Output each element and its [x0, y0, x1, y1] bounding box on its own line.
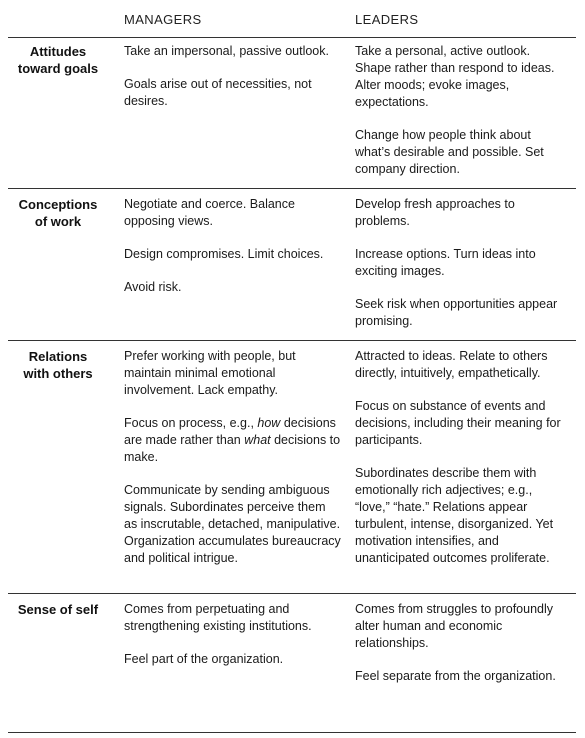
cell-paragraph: Feel part of the organization.: [124, 652, 284, 666]
cell-paragraph: Attracted to ideas. Relate to others directly, intuitively, empathetically.: [355, 349, 548, 380]
row-label-relations: [8, 348, 108, 382]
cell-paragraph: Avoid risk.: [124, 280, 182, 294]
row-label-line: Conceptions: [18, 197, 98, 212]
cell-paragraph: Take an impersonal, passive outlook.: [124, 44, 329, 58]
column-header-leaders: LEADERS: [355, 12, 419, 27]
cell-paragraph: Comes from struggles to profoundly alter human and economic relationships.: [355, 602, 554, 650]
managers-cell-conceptions: [124, 196, 342, 296]
cell-paragraph: Communicate by sending ambiguous signals. Subordinates perceive them as inscrutable, detached, manipulative. Organization accumulates bureaucracy and political intrigue.: [124, 483, 341, 565]
row-label-conceptions: [8, 196, 108, 230]
cell-paragraph: Seek risk when opportunities appear promising.: [355, 297, 558, 328]
cell-paragraph: Focus on substance of events and decisions, including their meaning for participants.: [355, 399, 561, 447]
leaders-cell-conceptions: [355, 196, 567, 330]
cell-paragraph: Increase options. Turn ideas into exciting images.: [355, 247, 536, 278]
emphasis-text: what: [244, 433, 271, 447]
row-label-line: of work: [34, 214, 82, 229]
row-divider: [8, 593, 576, 594]
cell-paragraph: Feel separate from the organization.: [355, 669, 556, 683]
header-divider: [8, 37, 576, 38]
cell-paragraph: [124, 415, 342, 466]
column-header-managers: MANAGERS: [124, 12, 202, 27]
row-label-sense-of-self: [8, 601, 108, 618]
cell-paragraph: Negotiate and coerce. Balance opposing views.: [124, 197, 295, 228]
row-label-line: Attitudes: [29, 44, 87, 59]
row-label-line: Relations: [28, 349, 88, 364]
row-label-line: Sense of self: [17, 602, 99, 617]
table-bottom-rule: [8, 732, 576, 733]
cell-paragraph: Goals arise out of necessities, not desires.: [124, 77, 312, 108]
cell-paragraph: Prefer working with people, but maintain minimal emotional involvement. Lack empathy.: [124, 349, 296, 397]
cell-paragraph: Subordinates describe them with emotionally rich adjectives; e.g., “love,” “hate.” Relations appear turbulent, intense, disorganized. Yet motivation intensifies, and unanticipated outcomes proliferate.: [355, 466, 554, 565]
emphasis-text: how: [257, 416, 281, 430]
row-label-line: toward goals: [17, 61, 99, 76]
leaders-cell-sense-of-self: [355, 601, 567, 685]
leaders-cell-relations: [355, 348, 567, 567]
cell-paragraph: Develop fresh approaches to problems.: [355, 197, 515, 228]
text-run: Focus on process, e.g.,: [124, 416, 258, 430]
text-run: decisions to make.: [124, 433, 341, 464]
cell-paragraph: Change how people think about what’s desirable and possible. Set company direction.: [355, 128, 544, 176]
row-divider: [8, 188, 576, 189]
leaders-cell-attitudes: [355, 43, 567, 178]
row-label-attitudes: [8, 43, 108, 77]
managers-cell-relations: [124, 348, 342, 567]
row-label-line: with others: [23, 366, 93, 381]
managers-cell-attitudes: [124, 43, 342, 110]
cell-paragraph: Design compromises. Limit choices.: [124, 247, 324, 261]
cell-paragraph: Take a personal, active outlook. Shape rather than respond to ideas. Alter moods; evoke images, expectations.: [355, 44, 555, 109]
text-run: decisions are made rather than: [124, 416, 336, 447]
row-divider: [8, 340, 576, 341]
managers-cell-sense-of-self: [124, 601, 342, 668]
cell-paragraph: Comes from perpetuating and strengthening existing institutions.: [124, 602, 312, 633]
